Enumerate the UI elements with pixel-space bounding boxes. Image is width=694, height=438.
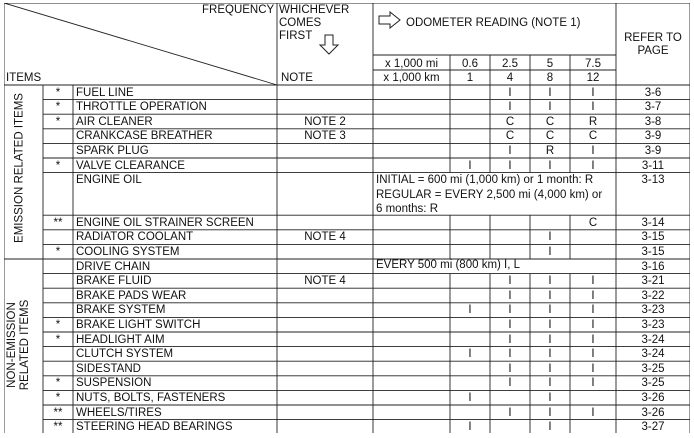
- odometer-km-3: 12: [586, 72, 600, 84]
- row-page: 3-21: [641, 275, 665, 288]
- row-cell-0p6: I: [468, 159, 472, 172]
- row-page: 3-13: [641, 174, 665, 187]
- odometer-mi-1: 2.5: [502, 58, 518, 70]
- header-whichever-3: FIRST: [279, 30, 313, 42]
- row-page: 3-24: [641, 348, 665, 361]
- row-star: **: [53, 216, 63, 229]
- row-page: 3-25: [641, 362, 665, 375]
- row-item-name: NUTS, BOLTS, FASTENERS: [76, 391, 226, 404]
- row-cell-2p5: I: [508, 362, 512, 375]
- row-page: 3-15: [641, 231, 665, 244]
- row-star: *: [55, 115, 61, 128]
- row-page: 3-8: [644, 115, 662, 128]
- row-cell-5: I: [548, 275, 552, 288]
- row-cell-5: I: [548, 421, 552, 434]
- row-page: 3-9: [644, 130, 662, 143]
- row-cell-5: I: [548, 245, 552, 258]
- maintenance-schedule-table: [4, 3, 690, 433]
- row-cell-5: I: [548, 391, 552, 404]
- header-frequency: FREQUENCY: [202, 4, 275, 16]
- row-cell-7p5: I: [591, 333, 595, 346]
- row-star: *: [55, 333, 61, 346]
- unit-mi: x 1,000 mi: [384, 58, 439, 70]
- row-cell-5: I: [548, 362, 552, 375]
- row-page: 3-27: [641, 421, 665, 434]
- odometer-mi-3: 7.5: [585, 58, 601, 70]
- row-cell-5: I: [548, 377, 552, 390]
- header-items: ITEMS: [6, 72, 42, 84]
- row-cell-2p5: I: [508, 304, 512, 317]
- row-cell-7p5: I: [591, 86, 595, 99]
- row-star: *: [55, 391, 61, 404]
- row-cell-2p5: I: [508, 333, 512, 346]
- row-item-name: SIDESTAND: [76, 362, 141, 375]
- row-page: 3-9: [644, 144, 662, 157]
- group-non-emission-label: [6, 300, 32, 391]
- row-item-name: CRANKCASE BREATHER: [76, 130, 213, 143]
- row-cell-7p5: I: [591, 144, 595, 157]
- row-cell-2p5: I: [508, 348, 512, 361]
- row-note: NOTE 4: [304, 231, 346, 244]
- unit-km: x 1,000 km: [383, 72, 440, 84]
- engine-oil-schedule: [376, 173, 602, 217]
- row-item-name: WHEELS/TIRES: [76, 406, 162, 419]
- odometer-mi-2: 5: [546, 58, 554, 70]
- row-item-name: THROTTLE OPERATION: [76, 101, 207, 114]
- row-page: 3-26: [641, 391, 665, 404]
- row-cell-2p5: I: [508, 318, 512, 331]
- row-page: 3-15: [641, 245, 665, 258]
- row-cell-0p6: I: [468, 304, 472, 317]
- row-cell-5: I: [548, 318, 552, 331]
- row-item-name: SPARK PLUG: [76, 144, 149, 157]
- row-star: *: [55, 86, 61, 99]
- row-star: *: [55, 318, 61, 331]
- arrow-right-icon: [378, 11, 402, 29]
- header-odometer: ODOMETER READING (NOTE 1): [406, 17, 581, 29]
- row-item-name: COOLING SYSTEM: [76, 245, 180, 258]
- engine-oil-line-3: 6 months: R: [376, 203, 438, 215]
- row-cell-7p5: I: [591, 159, 595, 172]
- row-item-name: ENGINE OIL STRAINER SCREEN: [76, 216, 254, 229]
- row-cell-5: I: [548, 101, 552, 114]
- arrow-down-icon: [318, 34, 340, 56]
- row-cell-5: I: [548, 406, 552, 419]
- row-cell-5: C: [545, 115, 555, 128]
- row-item-name: ENGINE OIL: [76, 174, 142, 187]
- row-cell-7p5: I: [591, 318, 595, 331]
- row-star: *: [55, 159, 61, 172]
- row-item-name: STEERING HEAD BEARINGS: [76, 421, 233, 434]
- row-cell-7p5: R: [588, 115, 598, 128]
- header-note: NOTE: [281, 72, 313, 84]
- row-page: 3-11: [641, 159, 665, 172]
- row-item-name: BRAKE PADS WEAR: [76, 289, 187, 302]
- row-item-name: VALVE CLEARANCE: [76, 159, 185, 172]
- row-page: 3-7: [644, 101, 662, 114]
- row-item-name: SUSPENSION: [76, 377, 152, 390]
- row-item-name: AIR CLEANER: [76, 115, 153, 128]
- row-cell-7p5: I: [591, 304, 595, 317]
- row-item-name: FUEL LINE: [76, 86, 134, 99]
- row-cell-7p5: I: [591, 406, 595, 419]
- row-page: 3-23: [641, 318, 665, 331]
- row-cell-7p5: I: [591, 289, 595, 302]
- row-cell-2p5: I: [508, 275, 512, 288]
- row-page: 3-16: [641, 260, 665, 273]
- group-non-emission-line-2: RELATED ITEMS: [19, 299, 31, 391]
- row-page: 3-25: [641, 377, 665, 390]
- row-note: NOTE 3: [304, 130, 346, 143]
- row-note: NOTE 4: [304, 275, 346, 288]
- row-star: *: [55, 377, 61, 390]
- row-cell-5: I: [548, 289, 552, 302]
- row-cell-5: I: [548, 333, 552, 346]
- header-whichever-2: COMES: [279, 17, 322, 29]
- header-refer-1: REFER TO: [624, 32, 682, 44]
- row-cell-5: C: [545, 130, 555, 143]
- row-cell-5: I: [548, 86, 552, 99]
- row-page: 3-22: [641, 289, 665, 302]
- row-cell-2p5: C: [505, 130, 515, 143]
- row-page: 3-6: [644, 86, 662, 99]
- row-note: NOTE 2: [304, 115, 346, 128]
- odometer-km-2: 8: [546, 72, 554, 84]
- row-page: 3-23: [641, 304, 665, 317]
- row-cell-2p5: I: [508, 289, 512, 302]
- engine-oil-line-2: REGULAR = EVERY 2,500 mi (4,000 km) or: [376, 188, 603, 201]
- row-cell-2p5: I: [508, 86, 512, 99]
- row-page: 3-24: [641, 333, 665, 346]
- row-cell-5: R: [545, 144, 555, 157]
- group-emission-label: EMISSION RELATED ITEMS: [13, 93, 26, 243]
- odometer-mi-0: 0.6: [462, 58, 478, 70]
- row-cell-5: I: [548, 159, 552, 172]
- row-cell-0p6: I: [468, 391, 472, 404]
- header-whichever-1: WHICHEVER: [279, 4, 350, 16]
- row-cell-5: I: [548, 348, 552, 361]
- row-cell-0p6: I: [468, 348, 472, 361]
- row-cell-2p5: I: [508, 377, 512, 390]
- row-star: *: [55, 101, 61, 114]
- group-non-emission-line-1: NON-EMISSION: [6, 302, 18, 388]
- odometer-km-0: 1: [466, 72, 474, 84]
- odometer-km-1: 4: [506, 72, 514, 84]
- row-cell-7p5: I: [591, 377, 595, 390]
- drive-chain-schedule: EVERY 500 mi (800 km) I, L: [376, 259, 521, 271]
- row-item-name: RADIATOR COOLANT: [76, 231, 194, 244]
- row-star: **: [53, 406, 63, 419]
- row-cell-7p5: I: [591, 275, 595, 288]
- row-cell-0p6: I: [468, 421, 472, 434]
- row-cell-2p5: I: [508, 144, 512, 157]
- engine-oil-line-1: INITIAL = 600 mi (1,000 km) or 1 month: R: [376, 174, 594, 186]
- row-cell-2p5: C: [505, 115, 515, 128]
- row-item-name: BRAKE FLUID: [76, 275, 152, 288]
- row-item-name: HEADLIGHT AIM: [76, 333, 165, 346]
- row-page: 3-14: [641, 216, 665, 229]
- row-cell-7p5: I: [591, 101, 595, 114]
- row-cell-7p5: I: [591, 362, 595, 375]
- row-item-name: BRAKE SYSTEM: [76, 304, 166, 317]
- row-star: **: [53, 421, 63, 434]
- row-page: 3-26: [641, 406, 665, 419]
- row-star: *: [55, 245, 61, 258]
- row-cell-7p5: C: [588, 130, 598, 143]
- row-cell-2p5: I: [508, 101, 512, 114]
- row-item-name: DRIVE CHAIN: [76, 260, 151, 273]
- row-cell-2p5: I: [508, 406, 512, 419]
- row-cell-5: I: [548, 231, 552, 244]
- row-item-name: BRAKE LIGHT SWITCH: [76, 318, 201, 331]
- row-cell-2p5: I: [508, 159, 512, 172]
- row-item-name: CLUTCH SYSTEM: [76, 348, 174, 361]
- header-refer-2: PAGE: [637, 45, 669, 57]
- row-cell-7p5: C: [588, 216, 598, 229]
- row-cell-5: I: [548, 304, 552, 317]
- row-cell-7p5: I: [591, 348, 595, 361]
